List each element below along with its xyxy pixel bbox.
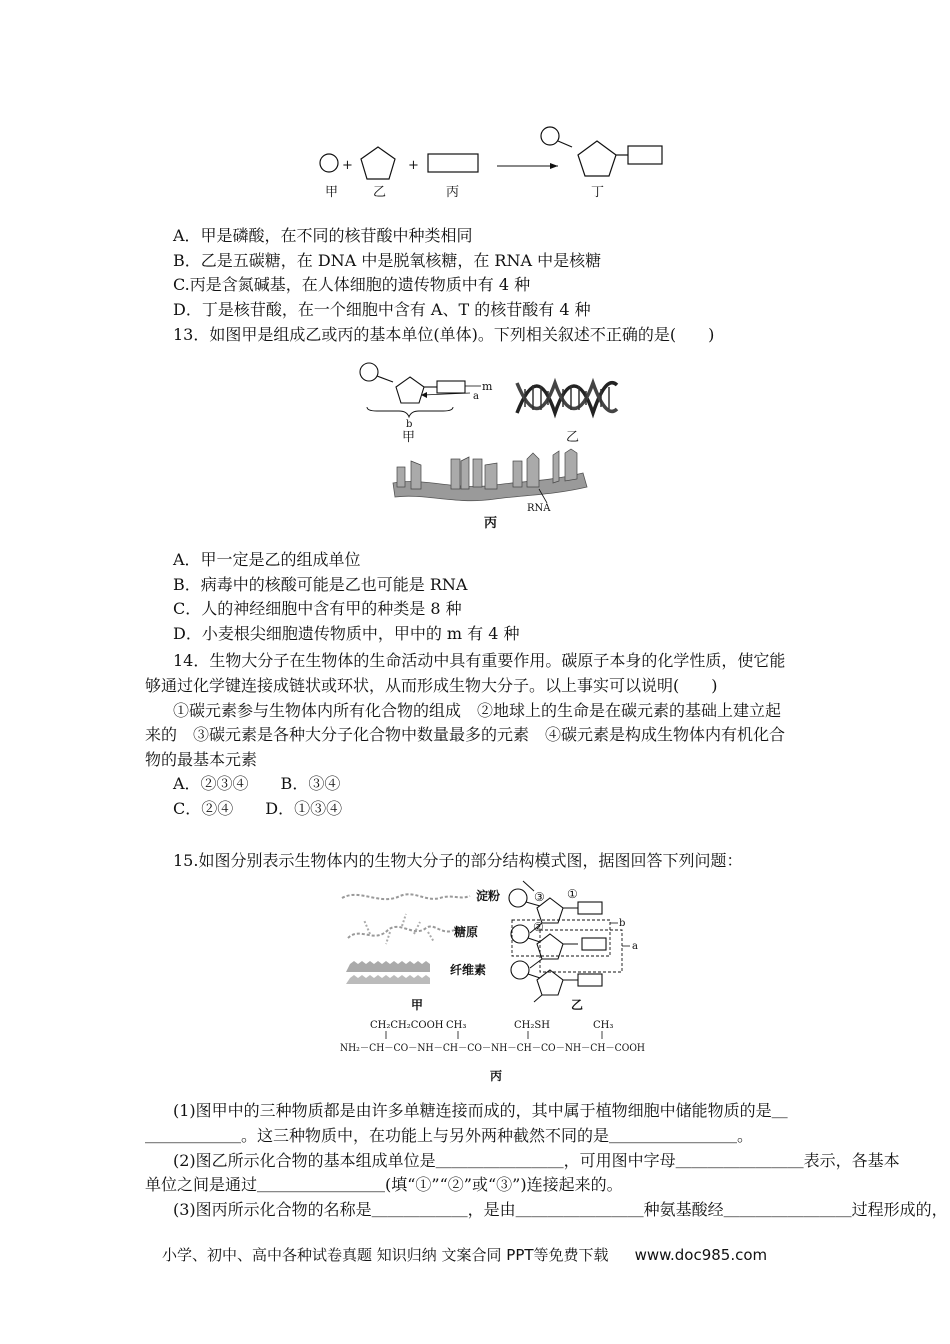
svg-text:淀粉: 淀粉 — [476, 889, 501, 903]
q15-label-yi: 乙 — [571, 998, 584, 1012]
svg-text:①: ① — [567, 887, 578, 901]
nucleotide-base — [628, 146, 662, 164]
q15-label-bing: 丙 — [490, 1069, 503, 1083]
label-yi: 乙 — [373, 185, 387, 200]
q15-question-3-line-1: (3)图丙所示化合物的名称是＿＿＿＿＿＿，是由＿＿＿＿＿＿＿＿种氨基酸经＿＿＿＿＿＿＿＿过程形成的， — [173, 1200, 948, 1219]
cellulose-strands — [346, 961, 430, 984]
pentose-pentagon — [361, 147, 395, 179]
q13-stem: 13．如图甲是组成乙或丙的基本单位(单体)。下列相关叙述不正确的是( ) — [173, 325, 715, 344]
dna-double-helix — [517, 380, 617, 414]
svg-text:糖原: 糖原 — [454, 925, 479, 939]
q13-label-yi: 乙 — [566, 430, 580, 445]
rna-strand — [393, 449, 587, 503]
svg-text:CH₂CH₂COOH: CH₂CH₂COOH — [370, 1020, 444, 1031]
svg-text:+: + — [408, 158, 419, 173]
svg-text:a: a — [473, 391, 479, 402]
q14-stem-line-1: 14．生物大分子在生物体的生命活动中具有重要作用。碳原子本身的化学性质，使它能 — [173, 651, 786, 670]
q15-question-2-line-2: 单位之间是通过＿＿＿＿＿＿＿＿(填“①”“②”或“③”)连接起来的。 — [145, 1175, 623, 1194]
svg-text:RNA: RNA — [527, 503, 551, 514]
q15-question-2-line-1: (2)图乙所示化合物的基本组成单位是＿＿＿＿＿＿＿＿，可用图中字母＿＿＿＿＿＿＿＿表示，各基本 — [173, 1151, 900, 1170]
nucleotide-phosphate — [541, 127, 559, 145]
svg-text:CH₃: CH₃ — [593, 1020, 614, 1031]
q13-option-c: C．人的神经细胞中含有甲的种类是 8 种 — [173, 599, 462, 618]
q13-diagram — [355, 355, 625, 540]
svg-text:③: ③ — [534, 890, 545, 904]
svg-text:+: + — [342, 158, 353, 173]
q14-statement-line-2: 来的 ③碳元素是各种大分子化合物中数量最多的元素 ④碳元素是构成生物体内有机化合 — [145, 725, 786, 744]
svg-text:CH₃: CH₃ — [446, 1020, 467, 1031]
phosphate-circle — [320, 154, 338, 172]
q14-options-row-1: A．②③④ B．③④ — [173, 774, 341, 793]
label-bing: 丙 — [446, 185, 460, 200]
svg-text:b: b — [406, 419, 413, 430]
svg-text:纤维素: 纤维素 — [450, 963, 487, 977]
q13-option-a: A．甲一定是乙的组成单位 — [173, 550, 361, 569]
label-jia: 甲 — [325, 185, 339, 200]
nucleotide-pentose — [578, 141, 616, 176]
svg-text:a: a — [632, 941, 638, 952]
q14-options-row-2: C．②④ D．①③④ — [173, 799, 343, 818]
q15-label-jia: 甲 — [411, 998, 424, 1012]
q12-option-a: A．甲是磷酸，在不同的核苷酸中种类相同 — [173, 226, 473, 245]
base-rectangle — [428, 154, 478, 172]
q14-statement-line-1: ①碳元素参与生物体内所有化合物的组成 ②地球上的生命是在碳元素的基础上建立起 — [173, 701, 782, 720]
footer-text: 小学、初中、高中各种试卷真题 知识归纳 文案合同 PPT等免费下载 — [162, 1246, 609, 1264]
starch-chain — [342, 894, 470, 899]
q14-stem-line-2: 够通过化学键连接成链状或环状，从而形成生物大分子。以上事实可以说明( ) — [145, 676, 718, 695]
footer-url[interactable]: www.doc985.com — [634, 1246, 768, 1264]
q13-option-d: D．小麦根尖细胞遗传物质中，甲中的 m 有 4 种 — [173, 624, 520, 643]
q12-option-d: D．丁是核苷酸，在一个细胞中含有 A、T 的核苷酸有 4 种 — [173, 300, 591, 319]
q15-diagram — [330, 876, 660, 1086]
svg-text:CH₂SH: CH₂SH — [514, 1020, 550, 1031]
glycogen-branches — [348, 914, 454, 944]
q14-statement-line-3: 物的最基本元素 — [145, 750, 258, 769]
svg-text:m: m — [482, 380, 493, 393]
q13-option-b: B．病毒中的核酸可能是乙也可能是 RNA — [173, 575, 468, 594]
q12-option-c: C.丙是含氮碱基，在人体细胞的遗传物质中有 4 种 — [173, 275, 531, 294]
q13-label-jia: 甲 — [402, 430, 416, 445]
svg-text:②: ② — [533, 920, 544, 934]
label-ding: 丁 — [591, 185, 605, 200]
nucleotide-formation-diagram — [310, 120, 680, 202]
q15-stem: 15.如图分别表示生物体内的生物大分子的部分结构模式图，据图回答下列问题： — [173, 851, 743, 870]
q12-option-b: B．乙是五碳糖，在 DNA 中是脱氧核糖，在 RNA 中是核糖 — [173, 251, 602, 270]
svg-text:NH₂－CH－CO－NH－CH－CO－NH－CH－CO－NH: NH₂－CH－CO－NH－CH－CO－NH－CH－CO－NH－CH－COOH — [340, 1043, 646, 1054]
svg-text:b: b — [619, 918, 626, 929]
page-footer — [162, 1245, 767, 1265]
q13-label-bing: 丙 — [484, 516, 498, 531]
q15-question-1-line-1: (1)图甲中的三种物质都是由许多单糖连接而成的，其中属于植物细胞中储能物质的是＿ — [173, 1101, 788, 1120]
q15-question-1-line-2: ＿＿＿＿＿＿。这三种物质中，在功能上与另外两种截然不同的是＿＿＿＿＿＿＿＿。 — [145, 1126, 754, 1145]
